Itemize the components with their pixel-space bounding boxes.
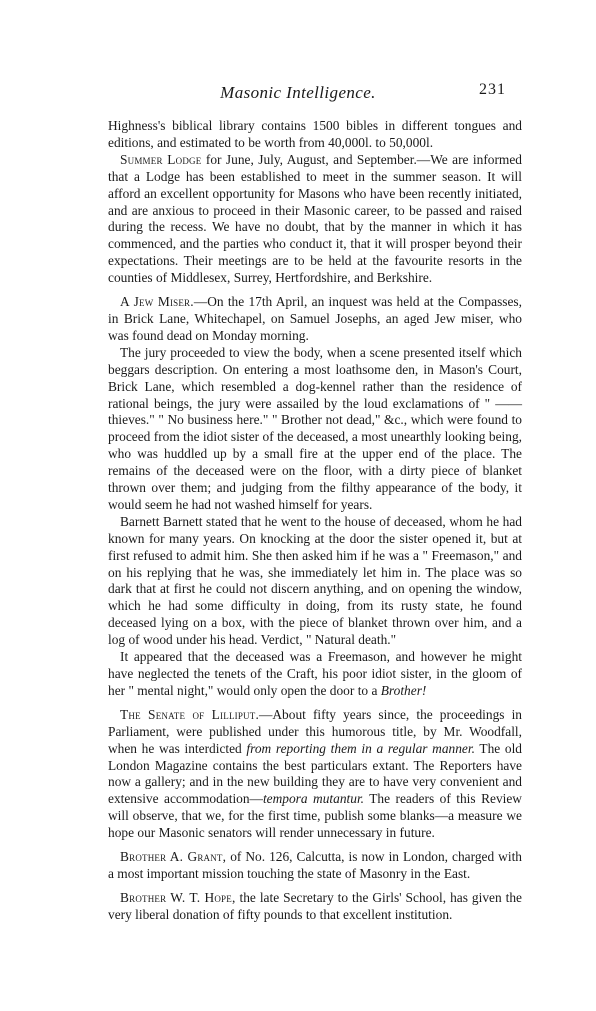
- paragraph-lead: A Jew Miser.: [120, 294, 194, 310]
- running-head: [0, 81, 596, 105]
- paragraph-italic: tempora mutantur.: [262, 791, 365, 807]
- paragraph-text: The readers of this Review will observe, that we, for the first time, publish some blanks—a measure we hope our Masonic senators will render unnecessary in future.: [108, 791, 522, 841]
- paragraph-jew-miser: [108, 294, 522, 345]
- paragraph-text: Highness's biblical library contains 1500 bibles in different tongues and editions, and estimated to be worth from 40,000l. to 50,000l.: [108, 118, 522, 150]
- paragraph-bible-library: [108, 118, 522, 152]
- body-text: [108, 118, 522, 924]
- paragraph-text: the late Secretary to the Girls' School, has given the very liberal donation of fifty pounds to that excellent institution.: [108, 889, 522, 922]
- paragraph-freemason: [108, 649, 522, 700]
- paragraph-lead: Summer Lodge: [120, 151, 202, 167]
- paragraph-text: —On the 17th April, an inquest was held at the Compasses, in Brick Lane, Whitechapel, on Samuel Josephs, an aged Jew miser, who was found dead on Monday morning.: [108, 294, 522, 343]
- paragraph-text: —About fifty years since, the proceedings in Parliament, were published under this humorous title, by Mr. Woodfall, when he was interdicted: [108, 706, 522, 756]
- paragraph-text: The jury proceeded to view the body, when a scene presented itself which beggars description. On entering a most loathsome den, in Mason's Court, Brick Lane, which resembled a dog-kennel rather than the residence of rational beings, the jury were assailed by the loud exclamations of " —— thieves." " No business here." " Brother not dead," &c., which were found to proceed from the idiot sister of the deceased, a most unearthly looking being, who was huddled up by a small fire at the upper end of the place. The remains of the deceased were on the floor, with a dirty piece of blanket thrown over them; and judging from the filthy appearance of the body, it would seem he had not washed himself for years.: [108, 344, 522, 512]
- paragraph-lead: The Senate of Lilliput.: [120, 706, 259, 722]
- paragraph-barnett: [108, 514, 522, 649]
- paragraph-brother-hope: [108, 890, 522, 924]
- running-title: Masonic Intelligence.: [220, 83, 376, 102]
- paragraph-lead: Brother A. Grant,: [120, 849, 227, 865]
- paragraph-text: for June, July, August, and September.—We are informed that a Lodge has been established to meet in the summer season. It will afford an excellent opportunity for Masons who have been recently initiated, and are anxious to proceed in their Masonic career, to be passed and raised during the recess. We have no doubt, that by the manner in which it has commenced, and the parties who conduct it, that it will prosper beyond their expectations. Their meetings are to be held at the favourite resorts in the counties of Middlesex, Surrey, Hertfordshire, and Berkshire.: [108, 151, 522, 286]
- paragraph-italic: Brother!: [380, 682, 427, 698]
- paragraph-jury: [108, 345, 522, 514]
- page-number: 231: [479, 81, 506, 98]
- paragraph-text: It appeared that the deceased was a Freemason, and however he might have neglected the tenets of the Craft, his poor idiot sister, in the gloom of her " mental night," would only open the door to a: [108, 649, 522, 698]
- paragraph-senate-lilliput: [108, 707, 522, 842]
- paragraph-brother-grant: [108, 849, 522, 883]
- paragraph-italic: from reporting them in a regular manner.: [246, 740, 475, 756]
- paragraph-text: Barnett Barnett stated that he went to the house of deceased, whom he had known for many years. On knocking at the door the sister opened it, but at first refused to admit him. She then asked him if he was a " Freemason," and on his replying that he was, she immediately let him in. The place was so dark that at first he could not discern anything, and on opening the window, which he had some difficulty in doing, from its rusty state, he found deceased lying on a box, with the piece of blanket thrown over him, and a log of wood under his head. Verdict, " Natural death.": [108, 513, 522, 648]
- paragraph-lead: Brother W. T. Hope,: [120, 889, 236, 905]
- paragraph-summer-lodge: [108, 152, 522, 287]
- paragraph-text: The old London Magazine contains the best particulars extant. The Reporters have now a gallery; and in the new building they are to have very convenient and extensive accommodation—: [108, 740, 522, 807]
- paragraph-text: of No. 126, Calcutta, is now in London, charged with a most important mission touching the state of Masonry in the East.: [108, 849, 522, 881]
